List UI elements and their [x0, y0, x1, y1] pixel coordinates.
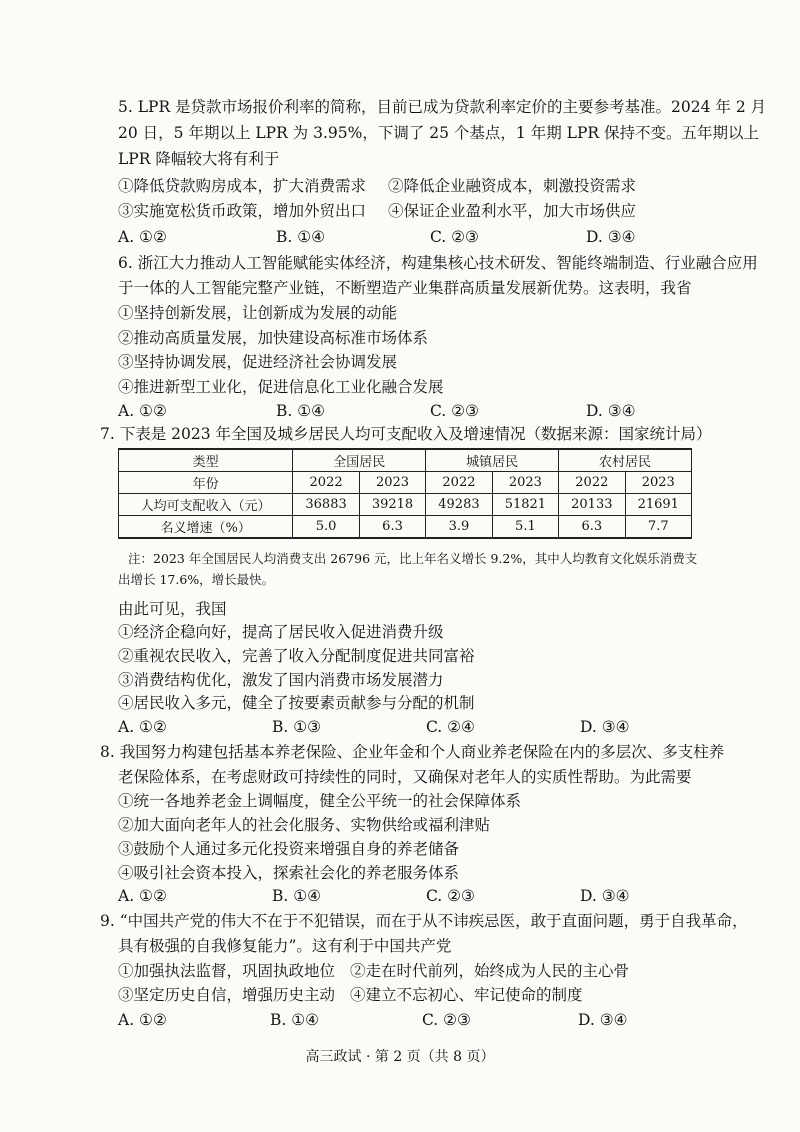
table-income-row	[119, 494, 692, 516]
table-cell: 2023	[492, 472, 558, 494]
q6-stem-line-1: 6. 浙江大力推动人工智能赋能实体经济，构建集核心技术研发、智能终端制造、行业融合应用	[118, 254, 758, 272]
q8-choice-c[interactable]: C. ②③	[426, 887, 475, 905]
q7-choice-c[interactable]: C. ②④	[426, 718, 475, 736]
q5-stem-line-1: 5. LPR 是贷款市场报价利率的简称，目前已成为贷款利率定价的主要参考基准。2024 年 2 月	[118, 98, 767, 116]
q6-choice-d[interactable]: D. ③④	[586, 402, 636, 420]
table-type-label: 类型	[119, 449, 293, 472]
q8-stem-line-1: 8. 我国努力构建包括基本养老保险、企业年金和个人商业养老保险在内的多层次、多支柱养	[100, 743, 725, 761]
table-cell: 6.3	[359, 516, 425, 539]
q8-item-3: ③鼓励个人通过多元化投资来增强自身的养老储备	[118, 840, 460, 858]
income-table	[118, 448, 692, 539]
q5-stem-line-2: 20 日，5 年期以上 LPR 为 3.95%，下调了 25 个基点，1 年期 LPR 保持不变。五年期以上	[118, 124, 759, 142]
q9-item-2: ②走在时代前列，始终成为人民的主心骨	[350, 962, 630, 980]
q6-item-1: ①坚持创新发展，让创新成为发展的动能	[118, 304, 398, 322]
table-group-rural: 农村居民	[559, 449, 692, 472]
q7-note-line-2: 出增长 17.6%，增长最快。	[118, 572, 275, 587]
table-growth-label: 名义增速（%）	[119, 516, 293, 539]
table-cell: 2022	[426, 472, 492, 494]
q7-choice-a[interactable]: A. ①②	[118, 718, 167, 736]
q5-item-2: ②降低企业融资成本，刺激投资需求	[388, 177, 637, 195]
q6-stem-line-2: 于一体的人工智能完整产业链，不断塑造产业集群高质量发展新优势。这表明，我省	[118, 279, 692, 297]
q5-choice-d[interactable]: D. ③④	[586, 228, 636, 246]
table-cell: 6.3	[559, 516, 625, 539]
q5-item-4: ④保证企业盈利水平，加大市场供应	[388, 202, 637, 220]
q8-choice-a[interactable]: A. ①②	[118, 887, 167, 905]
q7-item-2: ②重视农民收入，完善了收入分配制度促进共同富裕	[118, 647, 475, 665]
q7-choice-b[interactable]: B. ①③	[272, 718, 322, 736]
page-footer: 高三政试 · 第 2 页（共 8 页）	[305, 1049, 495, 1065]
table-income-label: 人均可支配收入（元）	[119, 494, 293, 516]
table-header-row	[119, 449, 692, 472]
table-year-label: 年份	[119, 472, 293, 494]
q9-choice-c[interactable]: C. ②③	[422, 1011, 471, 1029]
q9-stem-line-2: 具有极强的自我修复能力”。这有利于中国共产党	[118, 937, 452, 955]
q6-choice-a[interactable]: A. ①②	[118, 402, 167, 420]
q5-item-1: ①降低贷款购房成本，扩大消费需求	[118, 177, 367, 195]
q5-choice-a[interactable]: A. ①②	[118, 228, 167, 246]
table-cell: 2022	[293, 472, 359, 494]
table-cell: 2023	[625, 472, 691, 494]
q9-stem-line-1: 9. “中国共产党的伟大不在于不犯错误，而在于从不讳疾忌医，敢于直面问题，勇于自我革命，	[100, 912, 748, 930]
table-cell: 20133	[559, 494, 625, 516]
table-cell: 5.1	[492, 516, 558, 539]
q6-item-2: ②推动高质量发展，加快建设高标准市场体系	[118, 329, 429, 347]
q9-choice-b[interactable]: B. ①④	[270, 1011, 320, 1029]
table-growth-row	[119, 516, 692, 539]
q9-item-1: ①加强执法监督，巩固执政地位	[118, 962, 336, 980]
q8-choice-d[interactable]: D. ③④	[580, 887, 630, 905]
table-cell: 51821	[492, 494, 558, 516]
table-cell: 21691	[625, 494, 691, 516]
table-year-row	[119, 472, 692, 494]
q7-stem: 7. 下表是 2023 年全国及城乡居民人均可支配收入及增速情况（数据来源：国家统计局）	[100, 425, 712, 443]
q7-item-4: ④居民收入多元，健全了按要素贡献参与分配的机制	[118, 694, 475, 712]
q7-note-line-1: 注：2023 年全国居民人均消费支出 26796 元，比上年名义增长 9.2%，其中人均教育文化娱乐消费支	[128, 551, 698, 566]
q5-item-3: ③实施宽松货币政策，增加外贸出口	[118, 202, 367, 220]
table-group-urban: 城镇居民	[426, 449, 559, 472]
q8-stem-line-2: 老保险体系，在考虑财政可持续性的同时，又确保对老年人的实质性帮助。为此需要	[118, 768, 692, 786]
table-cell: 36883	[293, 494, 359, 516]
table-cell: 2023	[359, 472, 425, 494]
q9-item-4: ④建立不忘初心、牢记使命的制度	[350, 986, 583, 1004]
q7-item-3: ③消费结构优化，激发了国内消费市场发展潜力	[118, 671, 444, 689]
q7-lead: 由此可见，我国	[118, 600, 227, 618]
q9-choice-a[interactable]: A. ①②	[118, 1011, 167, 1029]
q6-choice-b[interactable]: B. ①④	[276, 402, 326, 420]
q9-choice-d[interactable]: D. ③④	[578, 1011, 628, 1029]
table-group-national: 全国居民	[293, 449, 426, 472]
q6-item-4: ④推进新型工业化，促进信息化工业化融合发展	[118, 378, 444, 396]
q9-item-3: ③坚定历史自信，增强历史主动	[118, 986, 336, 1004]
q8-item-4: ④吸引社会资本投入，探索社会化的养老服务体系	[118, 864, 460, 882]
q8-choice-b[interactable]: B. ①④	[272, 887, 322, 905]
q8-item-1: ①统一各地养老金上调幅度，健全公平统一的社会保障体系	[118, 792, 522, 810]
q8-item-2: ②加大面向老年人的社会化服务、实物供给或福利津贴	[118, 816, 491, 834]
table-cell: 49283	[426, 494, 492, 516]
table-cell: 3.9	[426, 516, 492, 539]
q7-item-1: ①经济企稳向好，提高了居民收入促进消费升级	[118, 623, 444, 641]
q7-choice-d[interactable]: D. ③④	[580, 718, 630, 736]
q6-choice-c[interactable]: C. ②③	[430, 402, 479, 420]
q6-item-3: ③坚持协调发展，促进经济社会协调发展	[118, 353, 398, 371]
table-cell: 39218	[359, 494, 425, 516]
q5-stem-line-3: LPR 降幅较大将有利于	[118, 150, 280, 168]
q5-choice-c[interactable]: C. ②③	[430, 228, 479, 246]
q5-choice-b[interactable]: B. ①④	[276, 228, 326, 246]
table-cell: 2022	[559, 472, 625, 494]
table-cell: 7.7	[625, 516, 691, 539]
table-cell: 5.0	[293, 516, 359, 539]
